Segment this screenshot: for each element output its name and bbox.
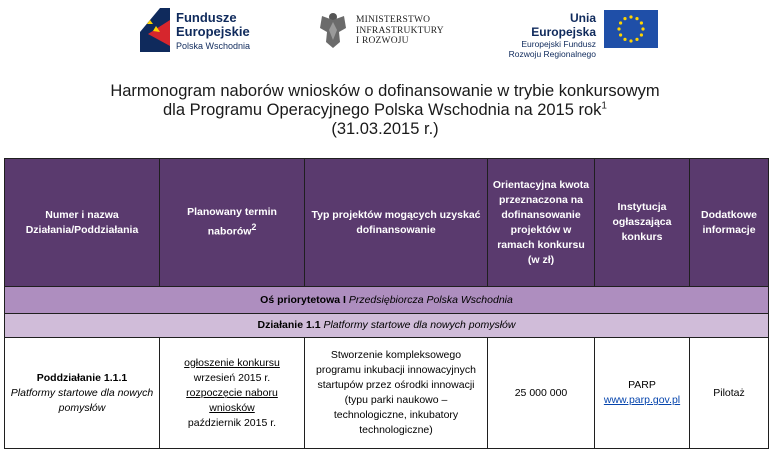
eu-sub1: Europejski Fundusz xyxy=(521,39,596,49)
action-name: Platformy startowe dla nowych pomysłów xyxy=(323,319,516,331)
table-row xyxy=(5,338,769,449)
start-label: rozpoczęcie naboru wniosków xyxy=(186,386,278,414)
header-project-type: Typ projektów mogących uzyskać dofinansowanie xyxy=(305,159,488,287)
title-line1: Harmonogram naborów wniosków o dofinansowanie w trybie konkursowym xyxy=(110,82,660,100)
title-footnote-1: 1 xyxy=(601,100,607,112)
logo-strip xyxy=(0,0,770,62)
fe-sub: Polska Wschodnia xyxy=(176,41,251,51)
action-row xyxy=(5,314,769,338)
institution-link[interactable]: www.parp.gov.pl xyxy=(603,394,681,406)
table-header-row xyxy=(5,159,769,287)
axis-name: Przedsiębiorcza Polska Wschodnia xyxy=(348,293,513,306)
subaction-cell xyxy=(5,338,160,449)
title-line2-text: dla Programu Operacyjnego Polska Wschodnia na 2015 rok xyxy=(163,101,602,119)
header-institution: Instytucja ogłaszająca konkurs xyxy=(595,159,690,287)
fe-line2: Europejskie xyxy=(176,24,250,39)
subaction-name: Platformy startowe dla nowych pomysłów xyxy=(10,386,154,414)
eu-title: Unia Europejska xyxy=(531,11,596,39)
institution-name: PARP xyxy=(628,379,656,391)
announce-date: wrzesień 2015 r. xyxy=(193,371,271,384)
header-additional-info: Dodatkowe informacje xyxy=(690,159,769,287)
header-action-name: Numer i nazwa Działania/Poddziałania xyxy=(5,159,160,287)
project-type-cell: Stworzenie kompleksowego programu inkubacji innowacyjnych startupów przez ośrodki innowacji (typu parki naukowo – technologiczne, inkubatory technologiczne) xyxy=(305,338,488,449)
action-prefix: Działanie 1.1 xyxy=(257,319,324,331)
amount-cell: 25 000 000 xyxy=(488,338,595,449)
eu-logo xyxy=(504,8,664,59)
fundusze-europejskie-emblem-icon xyxy=(138,6,172,54)
title-line2 xyxy=(0,101,770,120)
header-planned-date xyxy=(160,159,305,287)
document-title xyxy=(0,82,770,139)
institution-cell xyxy=(595,338,690,449)
title-line3: (31.03.2015 r.) xyxy=(331,120,439,138)
ministry-line1: MINISTERSTWO xyxy=(356,15,431,25)
ministry-line2: INFRASTRUKTURY xyxy=(356,25,444,36)
fundusze-europejskie-logo xyxy=(138,6,278,54)
start-date: październik 2015 r. xyxy=(187,416,277,429)
subaction-label: Poddziałanie 1.1.1 xyxy=(36,371,128,384)
announce-label: ogłoszenie konkursu xyxy=(184,356,280,369)
polish-eagle-icon xyxy=(318,10,348,50)
priority-axis-cell xyxy=(5,287,769,314)
additional-info-cell: Pilotaż xyxy=(690,338,769,449)
schedule-table xyxy=(4,158,769,449)
planned-date-cell xyxy=(160,338,305,449)
ministry-logo xyxy=(318,10,448,54)
eu-sub2: Rozwoju Regionalnego xyxy=(508,49,596,59)
header-amount: Orientacyjna kwota przeznaczona na dofinansowanie projektów w ramach konkursu (w zł) xyxy=(488,159,595,287)
ministry-line3: I ROZWOJU xyxy=(356,36,409,46)
action-cell xyxy=(5,314,769,338)
eu-flag-icon xyxy=(604,10,658,48)
axis-prefix: Oś priorytetowa I xyxy=(260,293,349,306)
header-planned-date-text: Planowany termin naborów xyxy=(187,206,277,238)
priority-axis-row xyxy=(5,287,769,314)
header-footnote-2: 2 xyxy=(251,222,257,233)
fe-line1: Fundusze xyxy=(176,10,237,25)
